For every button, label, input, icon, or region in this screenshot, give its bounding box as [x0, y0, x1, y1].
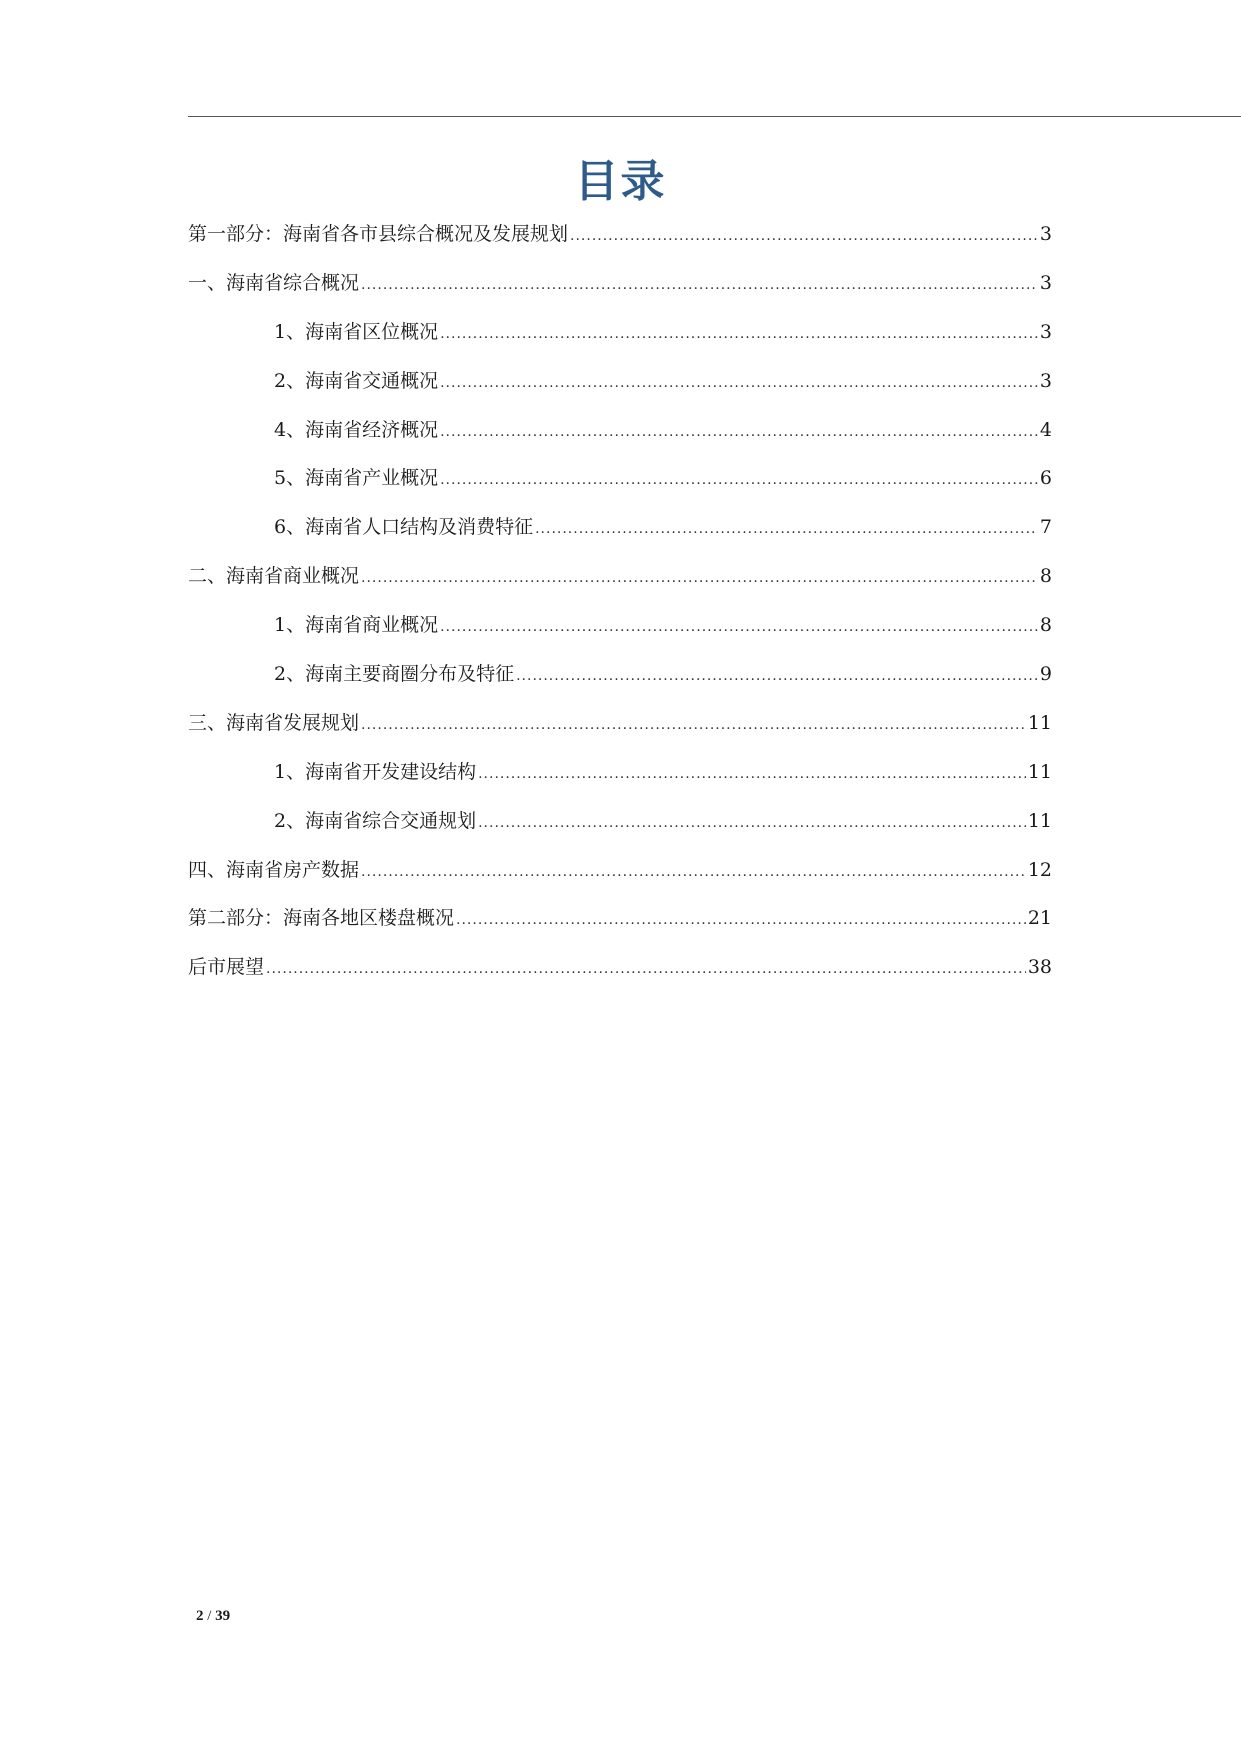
toc-dot-leader [361, 566, 1038, 590]
toc-entry-label: 2、海南省交通概况 [274, 369, 439, 392]
toc-page-number: 21 [1027, 907, 1052, 930]
toc-page-number: 3 [1039, 320, 1052, 343]
toc-entry-label: 1、海南省商业概况 [274, 614, 439, 637]
toc-page-number: 8 [1039, 565, 1052, 588]
toc-dot-leader [478, 762, 1026, 786]
toc-entry[interactable] [188, 906, 1052, 955]
toc-page-number: 11 [1027, 760, 1052, 783]
toc-page-number: 3 [1039, 369, 1052, 392]
table-of-contents [188, 222, 1052, 1004]
toc-entry[interactable] [188, 662, 1052, 711]
current-page-number: 2 [196, 1608, 204, 1624]
toc-page-number: 6 [1039, 467, 1052, 490]
page-separator: / [207, 1608, 212, 1624]
page-counter [196, 1606, 230, 1626]
toc-entry[interactable] [188, 564, 1052, 613]
toc-entry-label: 1、海南省区位概况 [274, 320, 439, 343]
toc-dot-leader [440, 468, 1038, 492]
toc-entry[interactable] [188, 711, 1052, 760]
toc-entry[interactable] [188, 418, 1052, 467]
toc-entry[interactable] [188, 271, 1052, 320]
toc-entry[interactable] [188, 858, 1052, 907]
toc-entry-label: 2、海南省综合交通规划 [274, 809, 477, 832]
toc-dot-leader [361, 273, 1038, 297]
toc-dot-leader [440, 322, 1038, 346]
toc-dot-leader [361, 713, 1026, 737]
toc-entry-label: 1、海南省开发建设结构 [274, 760, 477, 783]
toc-entry-label: 6、海南省人口结构及消费特征 [274, 516, 534, 539]
toc-dot-leader [440, 420, 1038, 444]
toc-dot-leader [535, 517, 1038, 541]
toc-page-number: 7 [1039, 516, 1052, 539]
toc-entry[interactable] [188, 369, 1052, 418]
toc-page-number: 4 [1039, 418, 1052, 441]
toc-entry-label: 四、海南省房产数据 [188, 858, 360, 881]
toc-dot-leader [456, 908, 1026, 932]
toc-page-number: 11 [1027, 711, 1052, 734]
page-title: 目录 [574, 156, 667, 207]
toc-entry-label: 2、海南主要商圈分布及特征 [274, 663, 515, 686]
toc-page-number: 3 [1039, 271, 1052, 294]
toc-page-number: 8 [1039, 614, 1052, 637]
toc-entry[interactable] [188, 809, 1052, 858]
toc-entry-label: 第一部分：海南省各市县综合概况及发展规划 [188, 223, 569, 245]
total-pages-number: 39 [215, 1608, 231, 1624]
toc-page-number: 38 [1027, 956, 1052, 979]
toc-entry-label: 二、海南省商业概况 [188, 565, 360, 588]
toc-entry[interactable] [188, 955, 1052, 1004]
toc-entry[interactable] [188, 613, 1052, 662]
toc-page-number: 12 [1027, 858, 1052, 881]
toc-dot-leader [570, 224, 1038, 248]
toc-page-number: 9 [1039, 663, 1052, 686]
toc-entry-label: 后市展望 [188, 956, 265, 979]
toc-entry-label: 5、海南省产业概况 [274, 467, 439, 490]
toc-entry[interactable] [188, 515, 1052, 564]
toc-dot-leader [516, 664, 1038, 688]
toc-dot-leader [266, 957, 1026, 981]
toc-entry-label: 第二部分：海南各地区楼盘概况 [188, 907, 455, 930]
toc-dot-leader [440, 371, 1038, 395]
toc-entry[interactable] [188, 320, 1052, 369]
toc-entry[interactable] [188, 466, 1052, 515]
toc-dot-leader [478, 811, 1026, 835]
toc-page-number: 11 [1027, 809, 1052, 832]
toc-page-number: 3 [1039, 223, 1052, 245]
toc-entry-label: 4、海南省经济概况 [274, 418, 439, 441]
toc-entry[interactable] [188, 222, 1052, 271]
header-divider [188, 116, 1241, 117]
toc-entry-label: 三、海南省发展规划 [188, 711, 360, 734]
toc-entry[interactable] [188, 760, 1052, 809]
toc-dot-leader [361, 860, 1026, 884]
toc-dot-leader [440, 615, 1038, 639]
toc-entry-label: 一、海南省综合概况 [188, 271, 360, 294]
